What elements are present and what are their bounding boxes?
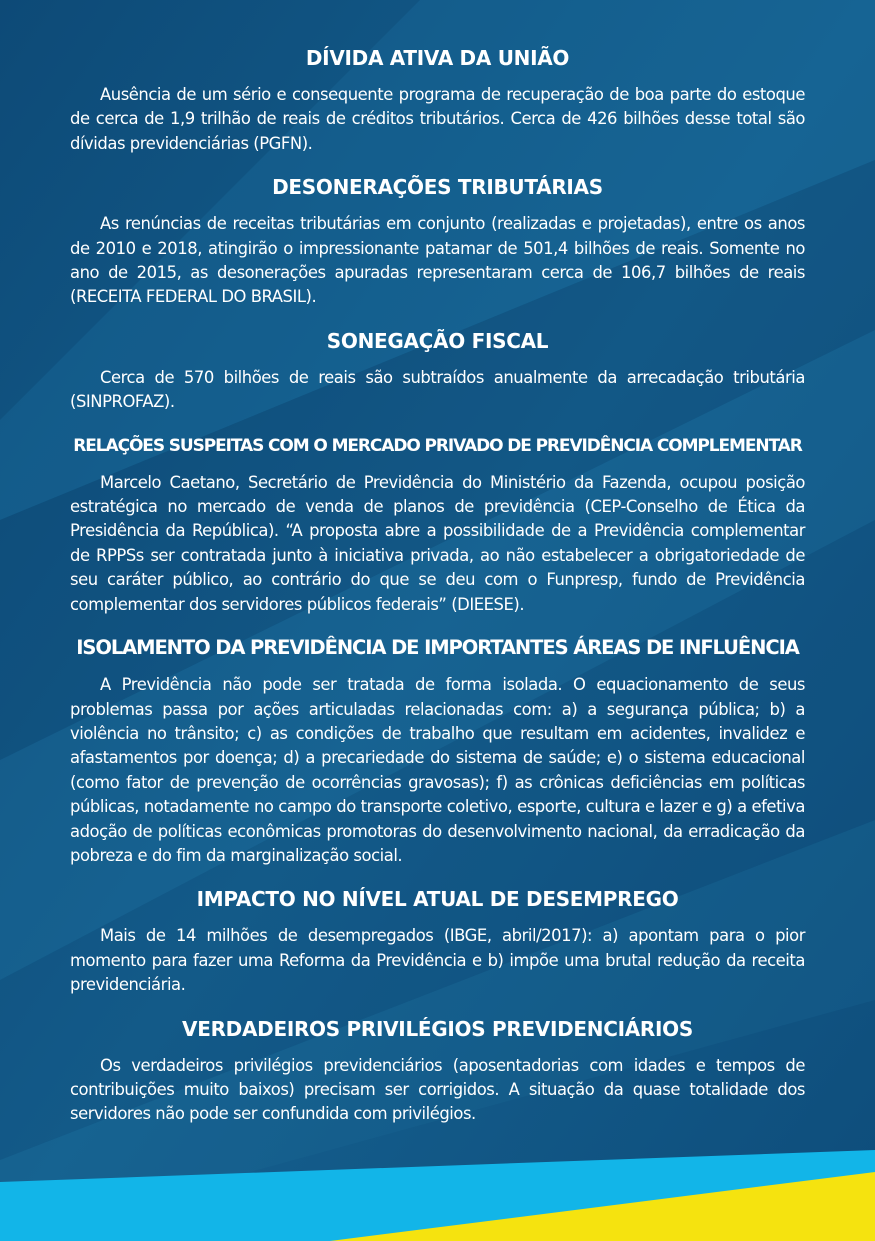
section-relacoes-suspeitas bbox=[70, 432, 805, 617]
section-paragraph: Mais de 14 milhões de desempregados (IBGE, abril/2017): a) apontam para o pior momento para fazer uma Reforma da Previdência e b) impõe uma brutal redução da receita previdenciária. bbox=[70, 926, 805, 995]
section-paragraph: Cerca de 570 bilhões de reais são subtraídos anualmente da arrecadação tributária (SINPROFAZ). bbox=[70, 367, 805, 412]
section-heading: DÍVIDA ATIVA DA UNIÃO bbox=[305, 46, 570, 70]
section-heading: DESONERAÇÕES TRIBUTÁRIAS bbox=[272, 175, 603, 200]
section-paragraph: As renúncias de receitas tributárias em conjunto (realizadas e projetadas), entre os anos de 2010 e 2018, atingirão o impressionante patamar de 501,4 bilhões de reais. Somente no ano de 2015, as desonerações apuradas representaram cerca de 106,7 bilhões de reais (RECEITA FEDERAL DO BRASIL). bbox=[70, 214, 805, 307]
document-body bbox=[70, 44, 805, 1144]
section-divida-ativa bbox=[70, 44, 805, 156]
section-privilegios bbox=[70, 1015, 805, 1127]
section-desemprego bbox=[70, 885, 805, 997]
section-heading: SONEGAÇÃO FISCAL bbox=[326, 328, 549, 353]
section-paragraph: Marcelo Caetano, Secretário de Previdência do Ministério da Fazenda, ocupou posição estratégica no mercado de venda de planos de previdência (CEP-Conselho de Ética da Presidência da República). “A proposta abre a possibilidade de a Previdência complementar de RPPSs ser contratada junto à iniciativa privada, ao não estabelecer a obrigatoriedade de seu caráter público, ao contrário do que se deu com o Funpresp, fundo de Previdência complementar dos servidores públicos federais” (DIEESE). bbox=[70, 472, 805, 614]
section-paragraph: Os verdadeiros privilégios previdenciários (aposentadorias com idades e tempos de contribuições muito baixos) precisam ser corrigidos. A situação da quase totalidade dos servidores não pode ser confundida com privilégios. bbox=[70, 1055, 805, 1124]
section-heading: ISOLAMENTO DA PREVIDÊNCIA DE IMPORTANTES ÁREAS DE INFLUÊNCIA bbox=[76, 636, 799, 660]
section-isolamento bbox=[70, 634, 805, 868]
section-sonegacao bbox=[70, 327, 805, 415]
section-desoneracoes bbox=[70, 173, 805, 310]
section-heading: IMPACTO NO NÍVEL ATUAL DE DESEMPREGO bbox=[196, 887, 679, 912]
section-heading: VERDADEIROS PRIVILÉGIOS PREVIDENCIÁRIOS bbox=[182, 1016, 693, 1041]
section-heading: RELAÇÕES SUSPEITAS COM O MERCADO PRIVADO DE PREVIDÊNCIA COMPLEMENTAR bbox=[73, 435, 802, 456]
section-paragraph: A Previdência não pode ser tratada de forma isolada. O equacionamento de seus problemas passa por ações articuladas relacionadas com: a) a segurança pública; b) a violência no trânsito; c) as condições de trabalho que resultam em acidentes, invalidez e afastamentos por doença; d) a precariedade do sistema de saúde; e) o sistema educacional (como fator de prevenção de ocorrências gravosas); f) as crônicas deficiências em políticas públicas, notadamente no campo do transporte coletivo, esporte, cultura e lazer e g) a efetiva adoção de políticas econômicas promotoras do desenvolvimento nacional, da erradicação da pobreza e do fim da marginalização social. bbox=[70, 675, 805, 865]
section-paragraph: Ausência de um sério e consequente programa de recuperação de boa parte do estoque de cerca de 1,9 trilhão de reais de créditos tributários. Cerca de 426 bilhões desse total são dívidas previdenciárias (PGFN). bbox=[70, 85, 805, 153]
